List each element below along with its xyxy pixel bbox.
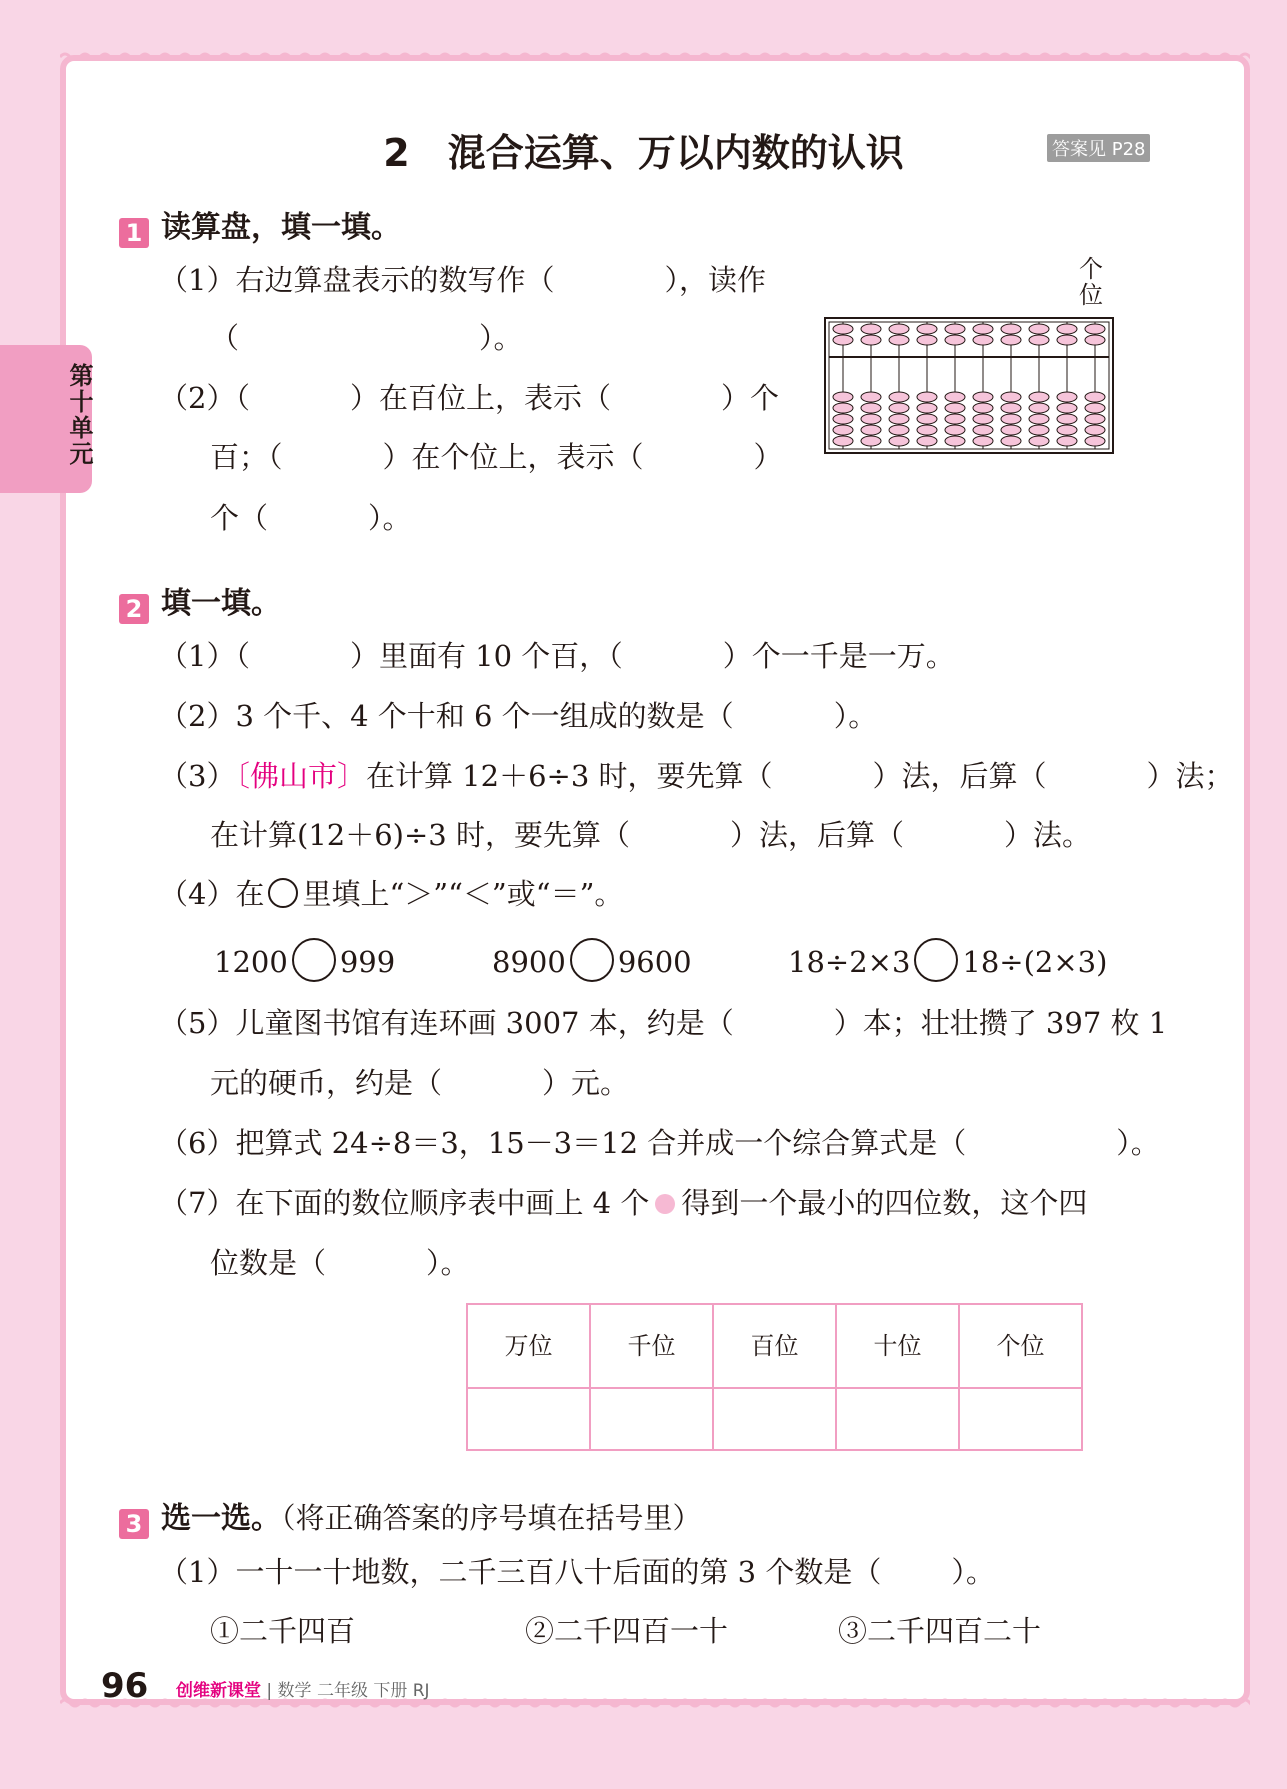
abacus-bead [1057, 414, 1077, 424]
text: ）在百位上，表示（ [349, 381, 611, 415]
abacus-bead [833, 335, 853, 345]
compare-circle-3[interactable] [914, 938, 958, 982]
abacus-bead [1057, 324, 1077, 334]
s2-q5-line2 [210, 1063, 629, 1103]
text: ）。 [833, 699, 878, 733]
text: ）。 [951, 1555, 995, 1589]
table-answer-cell[interactable] [467, 1388, 590, 1450]
text: 在计算(12＋6)÷3 时，要先算（ [210, 818, 630, 852]
text: （ [210, 321, 240, 355]
abacus-bead [945, 425, 965, 435]
section-3-heading [119, 1493, 702, 1539]
text: （1）右边算盘表示的数写作（ [159, 263, 555, 297]
s2-q4-compare-2 [492, 938, 692, 982]
s2-q4-compare-1 [214, 938, 395, 982]
abacus-bead [917, 392, 937, 402]
abacus-bead [889, 414, 909, 424]
table-answer-cell[interactable] [959, 1388, 1082, 1450]
section-number: 1 [119, 218, 149, 248]
abacus-bead [917, 324, 937, 334]
abacus-bead [1057, 335, 1077, 345]
text: ）法。 [1003, 818, 1091, 852]
footer-info [176, 1676, 430, 1701]
s1-q1-line2 [210, 318, 523, 358]
abacus-bead [1085, 335, 1105, 345]
text: （2）（ [159, 381, 250, 415]
abacus-bead [1057, 436, 1077, 446]
text: 18÷2×3 [788, 945, 911, 979]
s1-q2-line2 [210, 437, 783, 477]
text: 里填上“＞”“＜”或“＝”。 [302, 877, 624, 911]
text: ）法，后算（ [729, 818, 904, 852]
table-answer-cell[interactable] [836, 1388, 959, 1450]
abacus-bead [889, 403, 909, 413]
s2-q3-line2 [210, 815, 1091, 855]
text: 百；（ [210, 440, 283, 474]
text: 8900 [492, 945, 566, 979]
abacus-bead [833, 392, 853, 402]
abacus-bead [945, 324, 965, 334]
text: ）个一千是一万。 [722, 639, 955, 673]
abacus-bead [889, 436, 909, 446]
table-header-cell: 百位 [713, 1304, 836, 1388]
s1-q2-line1 [159, 378, 779, 418]
abacus-bead [1085, 414, 1105, 424]
section-note: （将正确答案的序号填在括号里） [281, 1501, 702, 1535]
abacus-bead [973, 403, 993, 413]
circle-icon [268, 878, 298, 908]
text: 得到一个最小的四位数，这个四 [681, 1186, 1088, 1220]
abacus-bead [1085, 392, 1105, 402]
text: ）法； [1146, 759, 1234, 793]
text: 9600 [617, 945, 692, 979]
abacus-bead [973, 335, 993, 345]
text: （6）把算式 24÷8＝3，15－3＝12 合并成一个综合算式是（ [159, 1126, 967, 1160]
abacus-bead [833, 324, 853, 334]
table-header-cell: 千位 [590, 1304, 713, 1388]
abacus-bead [1085, 425, 1105, 435]
abacus-bead [945, 335, 965, 345]
text: 元的硬币，约是（ [210, 1066, 443, 1100]
abacus-bead [1085, 403, 1105, 413]
abacus-bead [945, 403, 965, 413]
text: （1）（ [159, 639, 250, 673]
abacus-bead [973, 414, 993, 424]
table-header-cell: 十位 [836, 1304, 959, 1388]
abacus-bead [945, 436, 965, 446]
text: ）。 [1116, 1126, 1160, 1160]
text: ）元。 [542, 1066, 630, 1100]
abacus-bead [973, 425, 993, 435]
abacus-bead [833, 403, 853, 413]
s2-q7-line2 [210, 1243, 470, 1283]
footer-brand: 创维新课堂 [176, 1681, 261, 1701]
s2-q4 [159, 874, 623, 914]
s2-q5-line1 [159, 1003, 1167, 1043]
abacus-bead [1001, 335, 1021, 345]
abacus-bead [833, 425, 853, 435]
text: ）里面有 10 个百，（ [349, 639, 623, 673]
abacus-bead [861, 335, 881, 345]
abacus-bead [1001, 414, 1021, 424]
text: ）。 [426, 1246, 470, 1280]
text: ）本；壮壮攒了 397 枚 1 [833, 1006, 1168, 1040]
s2-q2 [159, 696, 877, 736]
text: ），读作 [664, 263, 766, 297]
abacus-bead [1029, 425, 1049, 435]
section-number: 3 [119, 1509, 149, 1539]
abacus-bead [973, 324, 993, 334]
abacus-bead [1057, 392, 1077, 402]
table-answer-row [467, 1388, 1082, 1450]
table-header-cell: 个位 [959, 1304, 1082, 1388]
abacus-bead [1001, 436, 1021, 446]
abacus-bead [861, 436, 881, 446]
abacus-bead [889, 335, 909, 345]
text: （1）一十一十地数，二千三百八十后面的第 3 个数是（ [159, 1555, 882, 1589]
abacus-bead [1029, 436, 1049, 446]
footer-details: | 数学 二年级 下册 RJ [266, 1681, 430, 1701]
abacus-illustration [824, 317, 1114, 454]
abacus-bead [1029, 335, 1049, 345]
abacus-bead [945, 414, 965, 424]
s2-q3-line1 [159, 756, 1234, 796]
abacus-bead [1001, 403, 1021, 413]
section-2-heading [119, 578, 281, 624]
text: （3） [159, 759, 236, 793]
abacus-bead [917, 436, 937, 446]
s2-q6 [159, 1123, 1160, 1163]
table-header-cell: 万位 [467, 1304, 590, 1388]
text: （2）3 个千、4 个十和 6 个一组成的数是（ [159, 699, 734, 733]
abacus-bead [889, 425, 909, 435]
bead-dot-icon [655, 1194, 675, 1214]
abacus-bead [833, 436, 853, 446]
abacus-bead [861, 425, 881, 435]
abacus-bead [945, 392, 965, 402]
unit-side-tab [0, 345, 92, 493]
unit-label: 第十单元 [65, 363, 93, 467]
abacus-bead [1029, 414, 1049, 424]
page-number: 96 [101, 1666, 149, 1706]
abacus-bead [917, 335, 937, 345]
text: ）法，后算（ [872, 759, 1047, 793]
abacus-bead [1001, 324, 1021, 334]
abacus-bead [973, 392, 993, 402]
compare-circle-2[interactable] [570, 938, 614, 982]
text: （4）在 [159, 877, 265, 911]
text: ）。 [368, 501, 412, 535]
table-header-row [467, 1304, 1082, 1388]
abacus-bead [917, 403, 937, 413]
answer-reference: 答案见 P28 [1047, 134, 1150, 162]
compare-circle-1[interactable] [292, 938, 336, 982]
abacus-bead [1085, 436, 1105, 446]
s2-q7-line1 [159, 1183, 1087, 1223]
section-title: 选一选。 [161, 1501, 281, 1536]
abacus-ones-label: 个位 [1079, 255, 1103, 309]
abacus-bead [861, 392, 881, 402]
text: 1200 [214, 945, 288, 979]
abacus-bead [889, 324, 909, 334]
text: ）在个位上，表示（ [382, 440, 644, 474]
abacus-bead [861, 403, 881, 413]
section-1-heading [119, 202, 401, 248]
place-value-table [466, 1303, 1083, 1451]
section-title: 填一填。 [161, 586, 281, 621]
s2-q1 [159, 636, 955, 676]
abacus-bead [917, 425, 937, 435]
text: （5）儿童图书馆有连环画 3007 本，约是（ [159, 1006, 734, 1040]
text: 999 [339, 945, 396, 979]
abacus-bead [1057, 425, 1077, 435]
text: 位数是（ [210, 1246, 327, 1280]
abacus-bead [1029, 324, 1049, 334]
abacus-bead [917, 414, 937, 424]
s3-q1-option-3[interactable]: ③二千四百二十 [838, 1614, 1042, 1648]
abacus-bead [1001, 392, 1021, 402]
abacus-bead [1029, 403, 1049, 413]
s3-q1-option-1[interactable]: ①二千四百 [210, 1614, 356, 1648]
table-answer-cell[interactable] [590, 1388, 713, 1450]
text: （7）在下面的数位顺序表中画上 4 个 [159, 1186, 650, 1220]
abacus-bead [861, 324, 881, 334]
page-title: 2 混合运算、万以内数的认识 [383, 131, 904, 175]
abacus-bead [1057, 403, 1077, 413]
abacus-bead [861, 414, 881, 424]
text: ）。 [479, 321, 523, 355]
s1-q2-line3 [210, 498, 412, 538]
abacus-bead [889, 392, 909, 402]
text: 18÷(2×3) [962, 945, 1108, 979]
abacus-bead [1085, 324, 1105, 334]
section-number: 2 [119, 594, 149, 624]
table-answer-cell[interactable] [713, 1388, 836, 1450]
text: ）个 [720, 381, 779, 415]
s3-q1-option-2[interactable]: ②二千四百一十 [525, 1614, 729, 1648]
abacus-bead [1001, 425, 1021, 435]
text: ） [753, 440, 783, 474]
abacus-bead [833, 414, 853, 424]
s3-q1 [159, 1552, 995, 1592]
abacus-bead [1029, 392, 1049, 402]
s2-q4-compare-3 [788, 938, 1107, 982]
s1-q1-line1 [159, 260, 766, 300]
text: 在计算 12＋6÷3 时，要先算（ [365, 759, 773, 793]
region-tag: 〔佛山市〕 [235, 759, 366, 793]
abacus-bead [973, 436, 993, 446]
section-title: 读算盘，填一填。 [161, 210, 401, 245]
text: 个（ [210, 501, 269, 535]
